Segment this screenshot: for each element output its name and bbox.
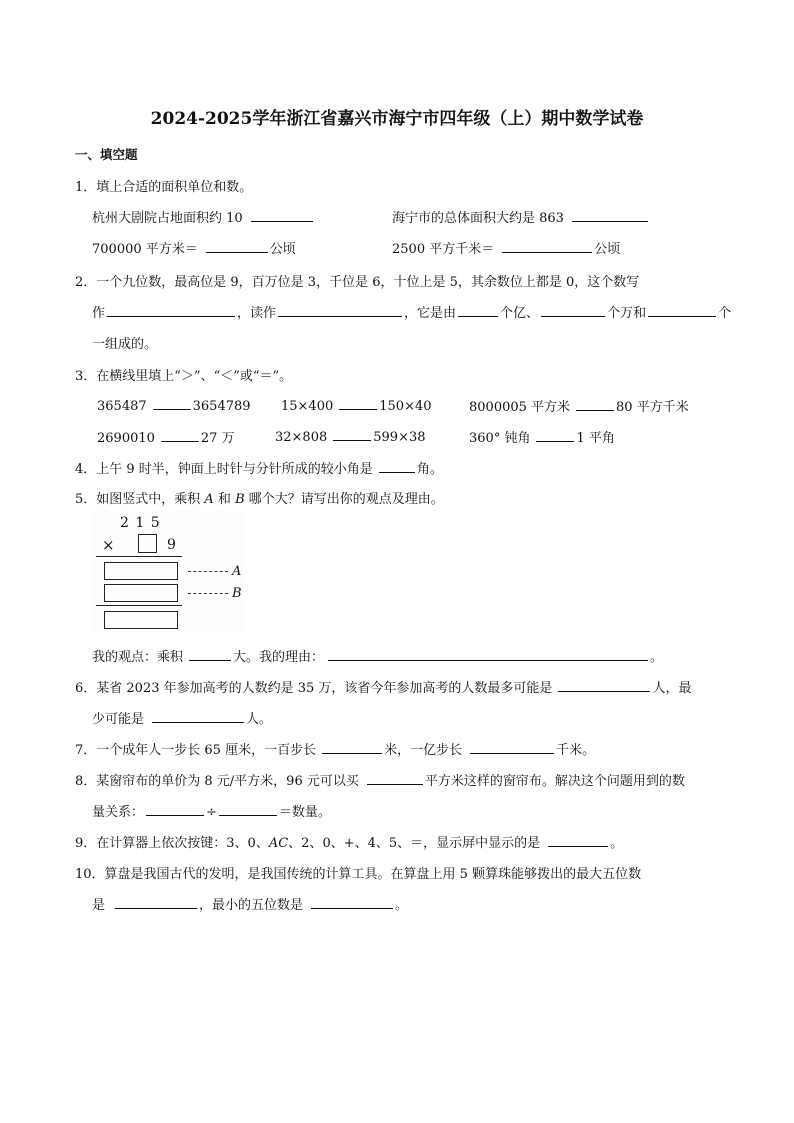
q3-r1c: [469, 396, 689, 415]
q2-one-blank[interactable]: [648, 303, 716, 317]
q1-d-blank[interactable]: [502, 239, 592, 253]
q10-max-blank[interactable]: [115, 895, 197, 909]
q6-line2-text: 少可能是: [92, 712, 145, 727]
q5-multiplier-digit: 9: [167, 537, 176, 553]
q1-item-a: [92, 207, 315, 226]
q8-line1: [75, 770, 685, 789]
q7-c: 千米。: [556, 743, 596, 758]
q7-a: 7．一个成年人一步长 65 厘米，一百步长: [75, 743, 317, 758]
q3-r2a-blank[interactable]: [161, 428, 199, 442]
q2-p4: 个亿、: [500, 306, 540, 321]
q6-line1-end: 人，最: [652, 681, 692, 696]
q5-dash-b: [188, 593, 228, 594]
q3-r1c-left: 8000005 平方米: [469, 400, 571, 415]
q5-product-b-box[interactable]: [104, 584, 178, 602]
q9-text2: 、2、0、+、4、5、＝，显示屏中显示的是: [288, 836, 541, 851]
q3-r1b-right: 150×40: [379, 399, 432, 414]
q2-p2: ，读作: [237, 306, 277, 321]
q5-times-sign: ×: [102, 536, 115, 554]
q6-line1: [75, 677, 691, 696]
q5-var-b: B: [235, 492, 245, 507]
q5-stem-c: 哪个大？请写出你的观点及理由。: [244, 492, 444, 507]
q6-text: 6．某省 2023 年参加高考的人数约是 35 万，该省今年参加高考的人数最多可能是: [75, 681, 553, 696]
q3-r1b: [281, 396, 432, 414]
q3-r2a-right: 27 万: [200, 431, 235, 446]
q8-eq: ＝数量。: [278, 805, 331, 820]
q2-line3: 一组成的。: [92, 337, 158, 352]
q10-line2-text: 是: [92, 898, 106, 913]
q7-km-blank[interactable]: [470, 740, 554, 754]
q1-a-text: 杭州大剧院占地面积约 10: [92, 211, 243, 226]
q3-r2b-blank[interactable]: [333, 427, 371, 441]
q9-ac-key: AC: [268, 836, 289, 851]
q3-r1a-right: 3654789: [192, 399, 251, 414]
q3-r2c-right: 1 平角: [576, 431, 615, 446]
q1-c-text: 700000 平方米＝: [92, 242, 198, 257]
q4-after: 角。: [416, 462, 443, 477]
q5-answer-line: [92, 646, 663, 665]
q3-r1c-blank[interactable]: [576, 397, 614, 411]
q5-result-box[interactable]: [104, 611, 178, 629]
q2-p3: ，它是由: [404, 306, 457, 321]
q5-view-blank[interactable]: [189, 647, 231, 661]
q5-digit-box[interactable]: [138, 534, 157, 553]
section-heading: 一、填空题: [75, 147, 138, 162]
q1-item-c: [92, 238, 296, 257]
q2-line1: 2．一个九位数，最高位是 9，百万位是 3，千位是 6，十位上是 5，其余数位上都是 0，这个数写: [75, 275, 640, 290]
q3-r2a-left: 2690010: [97, 431, 155, 446]
q3-r2c: [469, 427, 615, 446]
q7-line: [75, 739, 595, 758]
q7-meter-blank[interactable]: [322, 740, 382, 754]
q8-text: 8．某窗帘布的单价为 8 元/平方米，96 元可以买: [75, 774, 359, 789]
q4-line: [75, 458, 443, 477]
q6-line2: [92, 708, 272, 727]
q5-reason-blank[interactable]: [328, 647, 648, 661]
q1-d-text: 2500 平方千米＝: [392, 242, 495, 257]
q3-r1a-blank[interactable]: [153, 396, 191, 410]
q3-r2b-right: 599×38: [373, 430, 426, 445]
q10-end: 。: [395, 898, 409, 913]
q6-line2-end: 人。: [246, 712, 273, 727]
q8-div: ÷: [206, 805, 217, 820]
q5-multiplicand: 2 1 5: [120, 515, 161, 531]
q5-stem: [75, 488, 444, 507]
q2-line2: [92, 302, 731, 321]
q8-relation-label: 量关系：: [92, 805, 145, 820]
q8-price-blank[interactable]: [219, 802, 277, 816]
q2-read-blank[interactable]: [278, 303, 402, 317]
q6-max-blank[interactable]: [558, 678, 650, 692]
q3-stem: 3．在横线里填上“＞”、“＜”或“＝”。: [75, 369, 293, 384]
q9-blank[interactable]: [548, 833, 608, 847]
q10-line1: 10．算盘是我国古代的发明，是我国传统的计算工具。在算盘上用 5 颗算珠能够拨出的最大五位数: [75, 867, 642, 882]
q3-r1c-right: 80 平方千米: [616, 400, 689, 415]
q5-rule-1: [96, 556, 182, 557]
q5-var-a: A: [204, 492, 214, 507]
q4-blank[interactable]: [379, 459, 415, 473]
q5-view: 我的观点：乘积: [92, 650, 184, 665]
q2-wan-blank[interactable]: [541, 303, 605, 317]
q1-item-b: [392, 207, 650, 226]
q9-line: [75, 832, 623, 851]
q5-view-mid: 大。我的理由：: [233, 650, 325, 665]
q1-stem: 1．填上合适的面积单位和数。: [75, 180, 253, 195]
q1-c-unit: 公顷: [269, 242, 296, 257]
q2-p5: 个万和: [607, 306, 647, 321]
q8-text-b: 平方米这样的窗帘布。解决这个问题用到的数: [424, 774, 685, 789]
q9-end: 。: [610, 836, 624, 851]
q2-p6: 个: [718, 306, 732, 321]
q5-dash-a: [188, 571, 228, 572]
q8-total-blank[interactable]: [146, 802, 204, 816]
q2-p1: 作: [92, 306, 106, 321]
q1-d-unit: 公顷: [594, 242, 621, 257]
q3-r2b-left: 32×808: [275, 430, 328, 445]
q5-rule-2: [96, 605, 182, 606]
q8-area-blank[interactable]: [367, 771, 423, 785]
q3-r2c-left: 360° 钝角: [469, 431, 531, 446]
q1-b-blank[interactable]: [572, 208, 648, 222]
q2-yi-blank[interactable]: [458, 303, 498, 317]
q5-figure: [92, 510, 244, 632]
q3-r2b: [275, 427, 426, 445]
q10-mid: ，最小的五位数是: [199, 898, 304, 913]
q2-number-blank[interactable]: [107, 303, 235, 317]
q3-r2c-blank[interactable]: [536, 428, 574, 442]
page-title: 2024-2025学年浙江省嘉兴市海宁市四年级（上）期中数学试卷: [150, 109, 644, 129]
q7-b: 米，一亿步长: [384, 743, 463, 758]
q1-item-d: [392, 238, 620, 257]
q1-c-blank[interactable]: [206, 239, 268, 253]
q1-b-text: 海宁市的总体面积大约是 863: [392, 211, 564, 226]
q5-stem-a: 5．如图竖式中，乘积: [75, 492, 205, 507]
q1-a-blank[interactable]: [251, 208, 313, 222]
q3-r2a: [97, 427, 235, 446]
q5-stem-b: 和: [213, 492, 236, 507]
q9-text: 9．在计算器上依次按键：3、0、: [75, 836, 269, 851]
q4-text: 4．上午 9 时半，钟面上时针与分针所成的较小角是: [75, 462, 373, 477]
q3-r1b-left: 15×400: [281, 399, 334, 414]
q8-line2: [92, 801, 331, 820]
q10-line2: [92, 894, 408, 913]
q10-min-blank[interactable]: [311, 895, 393, 909]
q3-r1a-left: 365487: [97, 399, 147, 414]
q5-label-a: A: [232, 564, 242, 579]
q5-label-b: B: [232, 586, 242, 601]
q3-r1b-blank[interactable]: [339, 396, 377, 410]
q3-r1a: [97, 396, 251, 414]
q5-end: 。: [650, 650, 664, 665]
q6-min-blank[interactable]: [152, 709, 244, 723]
q5-product-a-box[interactable]: [104, 562, 178, 580]
